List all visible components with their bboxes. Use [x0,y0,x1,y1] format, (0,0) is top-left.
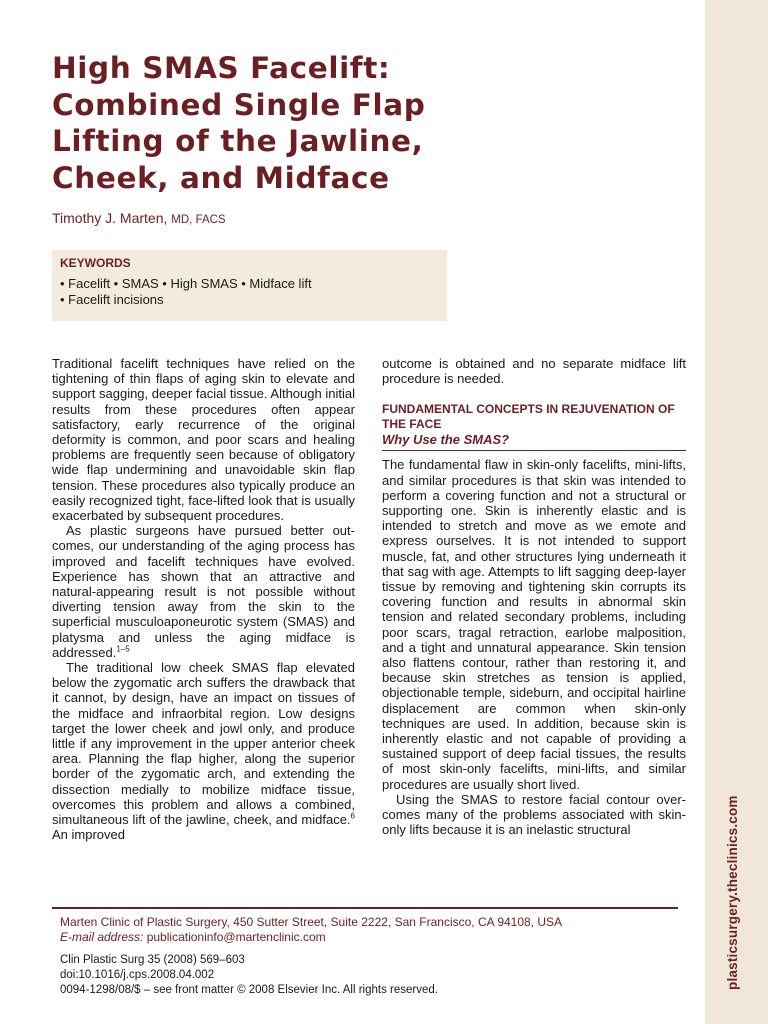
subsection-heading: Why Use the SMAS? [382,432,510,448]
keywords-line: • Facelift • SMAS • High SMAS • Midface lift [60,276,312,291]
copyright: 0094-1298/08/$ – see front matter © 2008 Elsevier Inc. All rights reserved. [60,984,438,996]
keywords-line: • Facelift incisions [60,292,164,307]
citation: Clin Plastic Surg 35 (2008) 569–603 [60,954,245,966]
title-line: High SMAS Facelift: [52,51,391,85]
doi-link[interactable]: doi:10.1016/j.cps.2008.04.002 [60,969,215,981]
body-paragraph: outcome is obtained and no separate midface lift procedure is needed. [382,356,686,387]
article-title [52,50,692,196]
left-column [52,356,355,843]
reference-link[interactable]: 1–5 [116,644,130,654]
body-paragraph [52,660,355,842]
section-heading: FUNDAMENTAL CONCEPTS IN REJUVENATION OF THE FACE [382,402,675,432]
email-line [60,930,326,944]
paragraph-text: The traditional low cheek SMAS flap elevated below the zygomatic arch suffers the drawback that it cannot, by design, have an impact on tissues of the midface and infraorbital region. Low designs target the lower cheek and jowl only, and produce little if any improvement in the upper anterior cheek area. Planning the flap higher, along the superior border of the zygomatic arch, and extending the dissection medially to mobilize midface tissue, overcomes this problem and allows a combined, simultaneous lift of the jawline, cheek, and midface. [52,660,355,828]
email-label: E-mail address: [60,930,144,944]
footer-divider [52,907,678,909]
paragraph-text: As plastic surgeons have pursued better outcomes, our understanding of the aging process has improved and facelift techniques have evolved. Experience has shown that an attractive and natural-appearing result is not possible without diverting tension away from the skin to the superficial musculoaponeurotic system (SMAS) and platysma and unless the aging midface is addressed. [52,523,355,660]
author-name: Timothy J. Marten, [52,210,168,226]
keywords-box [52,250,447,321]
right-column [382,356,686,837]
body-paragraph: Traditional facelift techniques have relied on the tightening of thin flaps of aging skin to elevate and support sagging, deeper facial tissue. Although initial results from these procedures often appear satisfactory, early recurrence of the original deformity is common, and poor scars and healing problems are frequently seen because of obligatory wide flap undermining and unavoidable skin flap tension. These procedures also typically produce an easily recognized tight, face-lifted look that is usually exacerbated by subsequent procedures. [52,356,355,524]
body-paragraph [52,523,355,660]
reference-link[interactable]: 6 [350,811,355,821]
affiliation: Marten Clinic of Plastic Surgery, 450 Sutter Street, Suite 2222, San Francisco, CA 94108, USA [60,915,563,929]
body-paragraph: Using the SMAS to restore facial contour overcomes many of the problems associated with skin-only lifts because it is an inelastic structural [382,791,686,838]
journal-url[interactable]: plasticsurgery.theclinics.com [725,795,740,990]
title-line: Cheek, and Midface [52,160,390,195]
title-line: Combined Single Flap [52,87,426,122]
keywords-heading: KEYWORDS [60,256,131,270]
paragraph-text: An improved [52,827,125,843]
author-credentials: MD, FACS [171,214,226,226]
body-paragraph: The fundamental flaw in skin-only facelifts, mini-lifts, and similar procedures is that skin was intended to perform a covering function and not a structural or supporting one. Skin is inherently elastic and is intended to stretch and move as we emote and express ourselves. It is not intended to support muscle, fat, and other structures lying underneath it that sag with age. Attempts to lift sagging deep-layer tissue by removing and tightening skin corrupts its covering function and results in abnormal skin tension and related secondary problems, including poor scars, tragal retraction, earlobe malposition, and a tight and unnatural appearance. Skin tension also flattens contour, rather than restoring it, and because skin stretches as tension is applied, objectionable temple, sideburn, and occipital hairline displacement are common when skin-only techniques are used. In addition, because skin is inherently elastic and not capable of providing a sustained support of deep facial tissues, the results of most skin-only facelifts, mini-lifts, and similar procedures are usually short lived. [382,457,686,792]
author-line [52,210,226,226]
email-link[interactable]: publicationinfo@martenclinic.com [143,930,326,944]
heading-rule [382,450,686,451]
title-line: Lifting of the Jawline, [52,124,424,158]
